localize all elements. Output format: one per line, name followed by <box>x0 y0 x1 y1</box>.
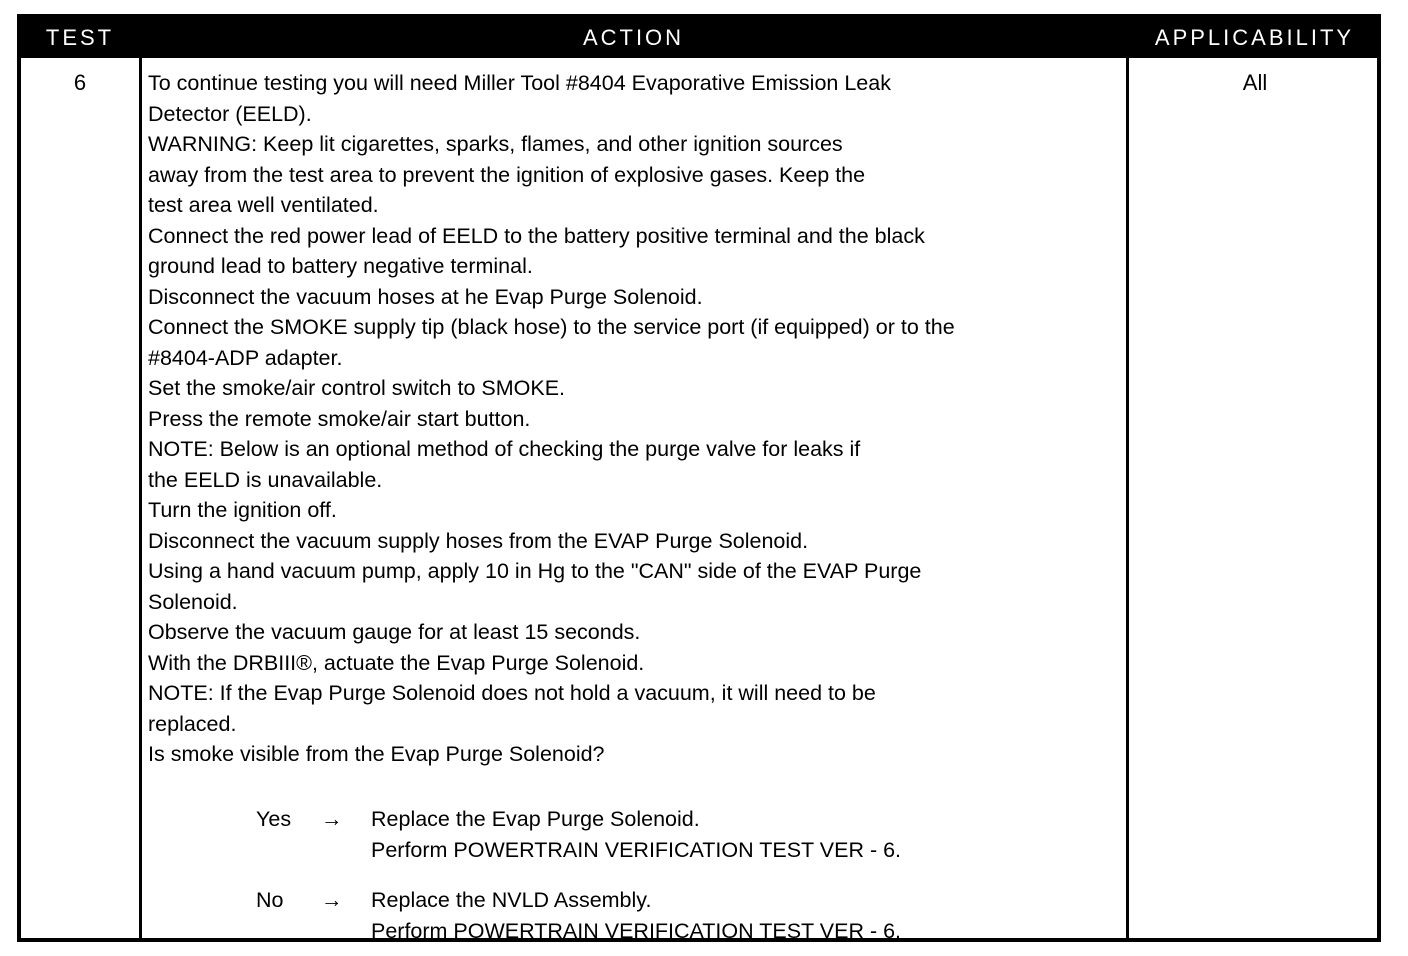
action-line: Press the remote smoke/air start button. <box>148 406 531 431</box>
arrow-right-icon: → <box>321 888 343 912</box>
answer-text: Replace the NVLD Assembly. <box>371 888 652 912</box>
test-number: 6 <box>73 70 87 95</box>
action-line: NOTE: If the Evap Purge Solenoid does not hold a vacuum, it will need to be <box>148 681 876 705</box>
action-line: Connect the SMOKE supply tip (black hose) to the service port (if equipped) or to the <box>148 315 955 339</box>
action-line: test area well ventilated. <box>148 193 379 217</box>
action-line: the EELD is unavailable. <box>148 467 383 492</box>
action-line: #8404-ADP adapter. <box>148 345 343 370</box>
diagnostic-table <box>17 14 1381 942</box>
column-divider <box>139 58 142 938</box>
action-line: Is smoke visible from the Evap Purge Solenoid? <box>148 742 605 766</box>
table-header <box>21 18 1377 58</box>
answer-text: Replace the Evap Purge Solenoid. <box>371 807 700 831</box>
answer-label: No <box>256 888 284 912</box>
action-line: Solenoid. <box>148 589 238 614</box>
answer-label: Yes <box>256 807 292 831</box>
header-test: TEST <box>45 25 115 50</box>
header-applicability: APPLICABILITY <box>1154 25 1355 50</box>
action-line: replaced. <box>148 711 237 736</box>
action-line: Set the smoke/air control switch to SMOKE. <box>148 376 566 400</box>
action-line: Connect the red power lead of EELD to the battery positive terminal and the black <box>148 223 925 248</box>
action-line: Turn the ignition off. <box>148 498 337 522</box>
answer-text: Perform POWERTRAIN VERIFICATION TEST VER - 6. <box>371 837 902 862</box>
column-divider <box>1126 58 1129 938</box>
action-line: away from the test area to prevent the ignition of explosive gases. Keep the <box>148 162 866 187</box>
applicability-value: All <box>1242 70 1268 95</box>
action-line: Observe the vacuum gauge for at least 15 seconds. <box>148 620 641 644</box>
action-line: Using a hand vacuum pump, apply 10 in Hg to the "CAN" side of the EVAP Purge <box>148 559 922 583</box>
action-line: Disconnect the vacuum supply hoses from the EVAP Purge Solenoid. <box>148 528 809 553</box>
action-line: Detector (EELD). <box>148 101 312 126</box>
arrow-right-icon: → <box>321 807 343 831</box>
action-line: With the DRBIII®, actuate the Evap Purge Solenoid. <box>148 650 645 675</box>
header-action: ACTION <box>582 25 685 50</box>
action-line: To continue testing you will need Miller Tool #8404 Evaporative Emission Leak <box>148 71 891 95</box>
action-line: NOTE: Below is an optional method of checking the purge valve for leaks if <box>148 437 861 461</box>
action-line: Disconnect the vacuum hoses at he Evap Purge Solenoid. <box>148 284 703 309</box>
answer-text: Perform POWERTRAIN VERIFICATION TEST VER - 6. <box>371 918 902 943</box>
action-text <box>148 68 1123 770</box>
action-line: WARNING: Keep lit cigarettes, sparks, flames, and other ignition sources <box>148 132 843 156</box>
action-line: ground lead to battery negative terminal. <box>148 254 533 278</box>
